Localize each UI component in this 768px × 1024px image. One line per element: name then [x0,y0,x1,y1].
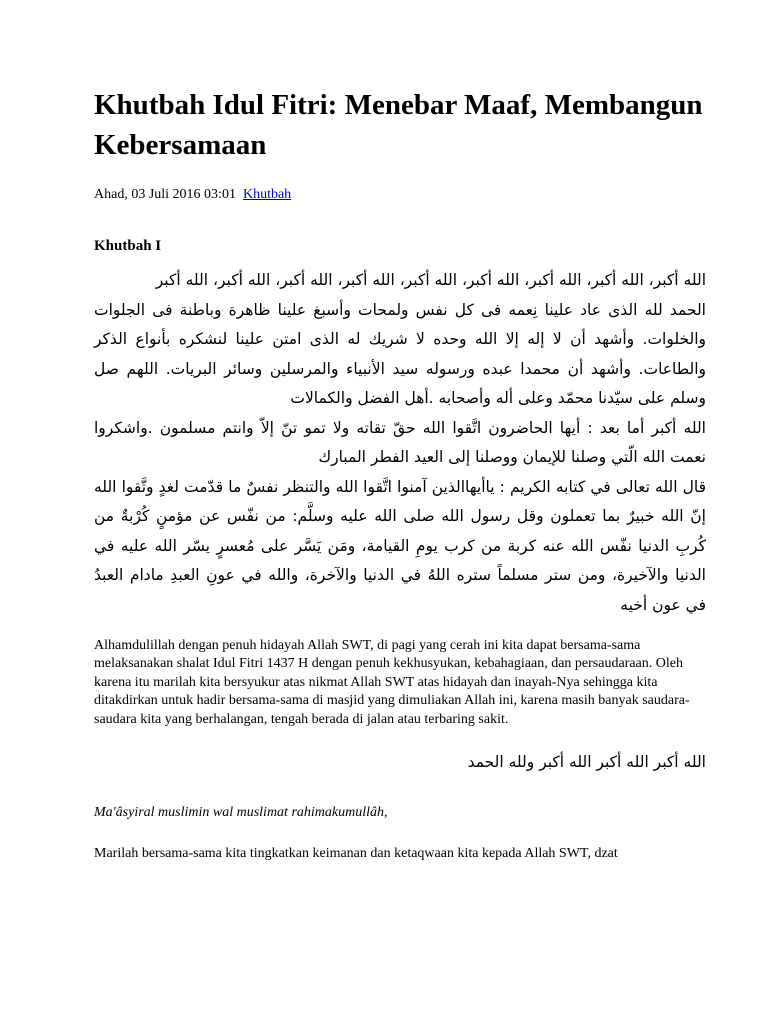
salutation-line: Ma'âsyiral muslimin wal muslimat rahimakumullâh, [94,805,388,821]
page-title: Khutbah Idul Fitri: Menebar Maaf, Membangun Kebersamaan [94,89,703,161]
arabic-hamdalah: الحمد لله الذى عاد علينا نِعمه فى كل نفس ولمحات وأسبغ علينا ظاهرة وباطنة فى الجلوات والخلوات. وأشهد أن لا إله إلا الله وحده لا شريك له الذى امتن علينا لنشكره بأنواع الذكر والطاعات. وأشهد أن محمدا عبده ورسوله سيد الأنبياء والمرسلين وسائر البريات. اللهم صل وسلم على سيّدنا محمّد وعلى أله وأصحابه .أهل الفضل والكمالات [94,300,706,407]
publish-date: Ahad, 03 Juli 2016 03:01 [94,187,236,202]
article-meta [94,186,706,203]
document-page [94,85,706,863]
arabic-takbir-opening: الله أكبر، الله أكبر، الله أكبر، الله أكبر، الله أكبر، الله أكبر، الله أكبر، الله أكبر، الله أكبر [155,271,706,289]
arabic-amma-badu: الله أكبر أما بعد : أيها الحاضرون اتَّقوا الله حقّ تقاته ولا تمو تنّ إلاّ وانتم مسلمون .واشكروا نعمت الله الّتي وصلنا للإيمان ووصلنا إلى العيد الفطر المبارك [94,418,706,466]
arabic-takbir-closing: الله أكبر الله أكبر الله أكبر ولله الحمد [467,753,706,772]
body-paragraph-1: Alhamdulillah dengan penuh hidayah Allah SWT, di pagi yang cerah ini kita dapat bersama-sama melaksanakan shalat Idul Fitri 1437 H dengan penuh kekhusyukan, kebahagiaan, dan persaudaraan. Oleh karena itu marilah kita bersyukur atas nikmat Allah SWT atas hidayah dan inayah-Nya sehingga kita ditakdirkan untuk hadir bersama-sama di masjid yang dimuliakan Allah ini, karena masih banyak saudara-saudara kita yang berhalangan, tengah berada di jalan atau terbaring sakit. [94,638,690,727]
category-link[interactable]: Khutbah [242,187,292,202]
body-paragraph-2: Marilah bersama-sama kita tingkatkan keimanan dan ketaqwaan kita kepada Allah SWT, dzat [94,846,618,862]
section-heading: Khutbah I [94,238,162,254]
arabic-quran-hadith-quote: قال الله تعالى في كتابه الكريم : ياأيهاالذين آمنوا اتَّقوا الله والتنظر نفسٌ ما قدّمت لغدٍ وتَّقوا الله إنّ الله خبيرٌ بما تعملون وقل رسول الله صلى الله عليه وسلَّم: من نفّس عن مؤمنٍ كُرْبةٌ من كُربِ الدنيا نفّس الله عنه كربة من كرب يومِ القيامة، ومَن يَسَّر على مُعسرٍ يسّر الله عليه في الدنيا والآخيرة، ومن ستر مسلماً ستره اللهُ في الدنيا والآخرة، والله في عونِ العبدِ مادام العبدُ في عون أخيه [94,477,706,614]
